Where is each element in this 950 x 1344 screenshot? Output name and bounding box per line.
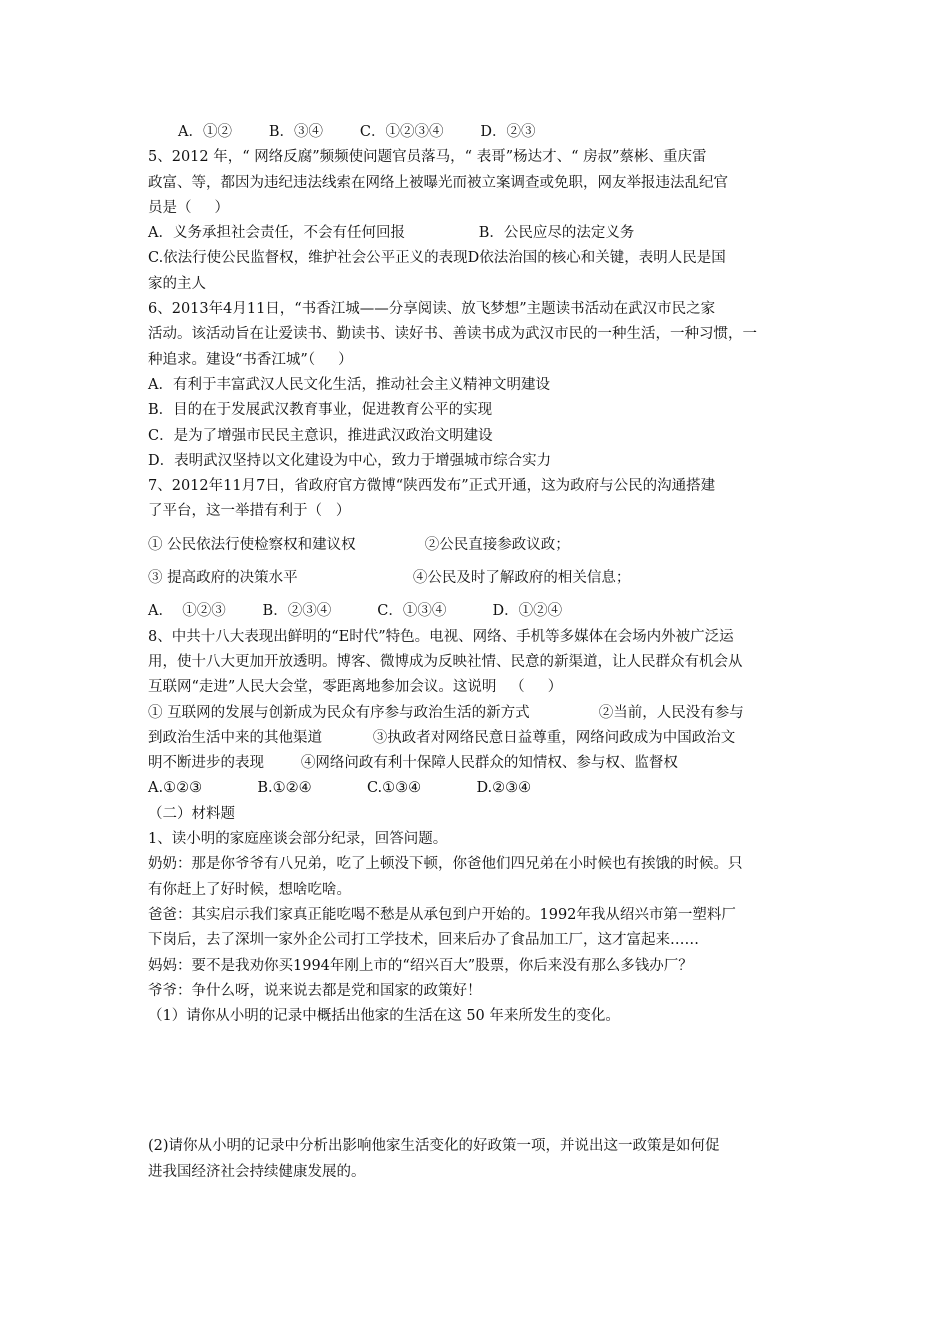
q8-line: 8、中共十八大表现出鲜明的“E时代”特色。电视、网络、手机等多媒体在会场内外被广泛运: [148, 628, 734, 645]
q7-item-line: ③ 提高政府的决策水平 ④公民及时了解政府的相关信息；: [148, 570, 631, 587]
dialogue-line: 妈妈：要不是我劝你买1994年刚上市的“绍兴百大”股票，你后来没有那么多钱办厂？: [148, 957, 693, 974]
section-heading: （二）材料题: [148, 805, 235, 822]
dialogue-line: 爷爷：争什么呀，说来说去都是党和国家的政策好！: [148, 982, 482, 999]
q6-line: 6、2013年4月11日，“书香江城——分享阅读、放飞梦想”主题读书活动在武汉市民之家: [148, 301, 716, 318]
dialogue-line: 有你赶上了好时候，想啥吃啥。: [148, 881, 351, 898]
q7-stem-line: 7、2012年11月7日，省政府官方微博“陕西发布”正式开通，这为政府与公民的沟通搭建: [148, 478, 716, 495]
q7-item-line: ① 公民依法行使检察权和建议权 ②公民直接参政议政；: [148, 536, 570, 553]
q5-line: 员是（ ）: [148, 199, 230, 216]
q8-line: 用，使十八大更加开放透明。博客、微博成为反映社情、民意的新渠道，让人民群众有机会从: [148, 653, 743, 670]
q6-line: 活动。该活动旨在让爱读书、勤读书、读好书、善读书成为武汉市民的一种生活，一种习惯，一: [148, 326, 757, 343]
q8-line: 互联网“走进”人民大会堂，零距离地参加会议。这说明 （ ）: [148, 679, 563, 696]
q5-line: 政富、等，都因为违纪违法线索在网络上被曝光而被立案调查或免职，网友举报违法乱纪官: [148, 174, 728, 191]
q6-option-c: C．是为了增强市民民主意识，推进武汉政治文明建设: [148, 427, 493, 444]
sub-question-1: （1）请你从小明的记录中概括出他家的生活在这 50 年来所发生的变化。: [148, 1008, 620, 1025]
section-material: [148, 802, 813, 1185]
q7-stem-line: 了平台，这一举措有利于（ ）: [148, 503, 351, 520]
q5-option-line: A．义务承担社会责任，不会有任何回报 B．公民应尽的法定义务: [148, 225, 635, 242]
material-q1-title: 1、读小明的家庭座谈会部分纪录，回答问题。: [148, 831, 448, 848]
document-page: [148, 120, 813, 1185]
q8-line: ① 互联网的发展与创新成为民众有序参与政治生活的新方式 ②当前，人民没有参与: [148, 704, 744, 721]
q6-line: 种追求。建设“书香江城”（ ）: [148, 351, 353, 368]
dialogue-line: 下岗后，去了深圳一家外企公司打工学技术，回来后办了食品加工厂，这才富起来……: [148, 932, 699, 949]
q6-option-a: A．有利于丰富武汉人民文化生活，推动社会主义精神文明建设: [148, 376, 550, 393]
q4-options: A．①② B．③④ C．①②③④ D．②③: [178, 124, 536, 140]
q8-options: A.①②③ B.①②④ C.①③④ D.②③④: [148, 780, 532, 797]
q6-option-d: D．表明武汉坚持以文化建设为中心，致力于增强城市综合实力: [148, 452, 552, 469]
dialogue-line: 爸爸：其实启示我们家真正能吃喝不愁是从承包到户开始的。1992年我从绍兴市第一塑料厂: [148, 906, 736, 923]
answer-space: [148, 1029, 813, 1134]
question-8: [148, 625, 813, 802]
sub-question-2-line: 进我国经济社会持续健康发展的。: [148, 1163, 366, 1180]
question-7: [148, 474, 813, 624]
q7-options: A． ①②③ B．②③④ C．①③④ D．①②④: [148, 603, 563, 620]
sub-question-2-line: (2)请你从小明的记录中分析出影响他家生活变化的好政策一项，并说出这一政策是如何促: [148, 1138, 720, 1155]
dialogue-line: 奶奶：那是你爷爷有八兄弟，吃了上顿没下顿，你爸他们四兄弟在小时候也有挨饿的时候。只: [148, 856, 743, 873]
q5-option-line: C.依法行使公民监督权，维护社会公平正义的表现D依法治国的核心和关键，表明人民是国: [148, 250, 726, 267]
q5-line: 5、2012 年，“ 网络反腐”频频使问题官员落马，“ 表哥”杨达才、“ 房叔”蔡彬、重庆雷: [148, 149, 707, 166]
question-6: [148, 297, 813, 474]
q5-option-line: 家的主人: [148, 275, 206, 292]
question-5: [148, 145, 813, 297]
q8-line: 到政治生活中来的其他渠道 ③执政者对网络民意日益尊重，网络问政成为中国政治文: [148, 729, 736, 746]
q8-line: 明不断进步的表现 ④网络问政有利十保障人民群众的知情权、参与权、监督权: [148, 755, 678, 772]
q6-option-b: B．目的在于发展武汉教育事业，促进教育公平的实现: [148, 402, 493, 419]
